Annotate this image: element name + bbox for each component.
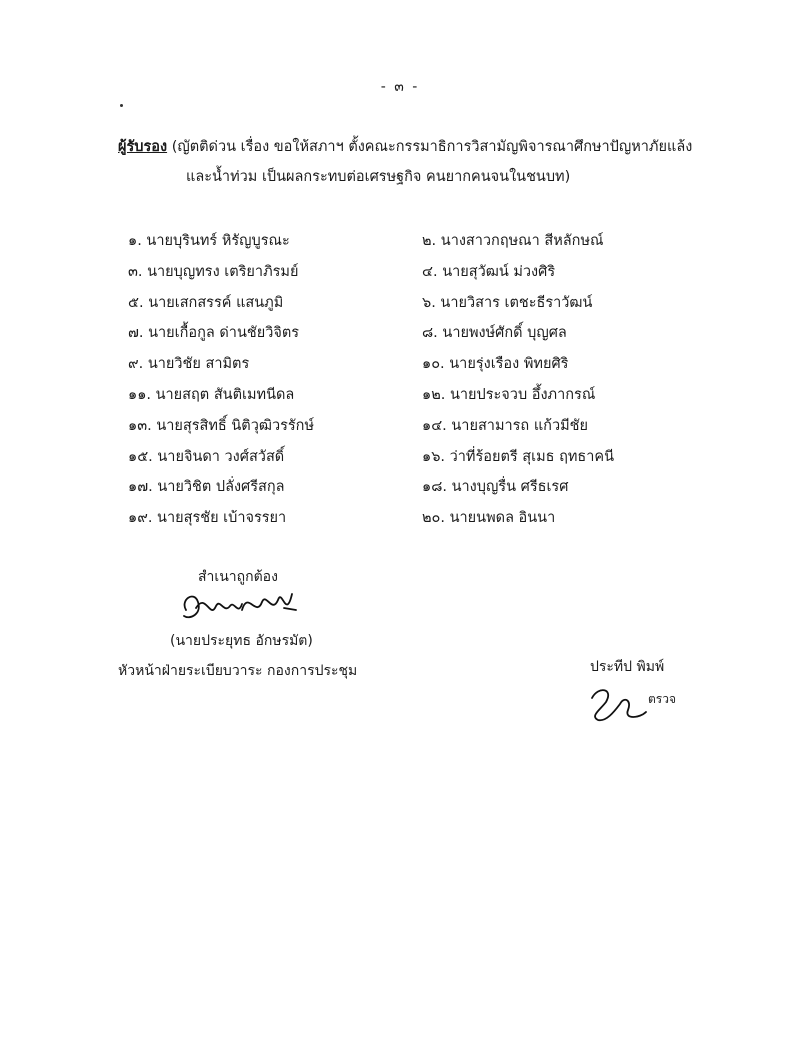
checked-label: ตรวจ [648,692,677,706]
signer-item: ๑. นายบุรินทร์ หิรัญบูรณะ [128,233,290,249]
signer-list-left [128,226,408,534]
heading [118,132,718,192]
signer-item: ๑๑. นายสฤต สันติเมทนีดล [128,386,295,403]
certify-text: สำเนาถูกต้อง [198,569,278,585]
signer-item: ๑๕. นายจินดา วงศ์สวัสดิ์ [128,448,285,465]
signer-item: ๑๙. นายสุรชัย เบ้าจรรยา [128,510,287,527]
page-number: - ๓ - [380,79,420,95]
heading-line-2: และน้ำท่วม เป็นผลกระทบต่อเศรษฐกิจ คนยากคนจนในชนบท) [186,169,571,185]
signer-item: ๑๒. นายประจวบ อึ้งภากรณ์ [422,386,596,403]
checker-signature [584,680,654,734]
signer-item: ๑๓. นายสุรสิทธิ์ นิติวุฒิวรรักษ์ [128,417,315,434]
signer-item: ๑๗. นายวิชิต ปลั่งศรีสกุล [128,479,285,496]
signer-item: ๕. นายเสกสรรค์ แสนภูมิ [128,294,284,311]
signer-item: ๑๘. นางบุญรื่น ศรีธเรศ [422,479,569,496]
heading-line-1: (ญัตติด่วน เรื่อง ขอให้สภาฯ ตั้งคณะกรรมาธิการวิสามัญพิจารณาศึกษาปัญหาภัยแล้ง [171,139,693,155]
signer-item: ๗. นายเกื้อกูล ด่านชัยวิจิตร [128,325,300,342]
heading-label: ผู้รับรอง [118,139,168,155]
certifier-title: หัวหน้าฝ่ายระเบียบวาระ กองการประชุม [118,663,358,679]
certifier-signature [176,580,306,634]
signer-item: ๘. นายพงษ์ศักดิ์ บุญศล [422,325,567,342]
signer-item: ๑๖. ว่าที่ร้อยตรี สุเมธ ฤทธาคนี [422,448,615,465]
signer-item: ๒. นางสาวกฤษณา สีหลักษณ์ [422,233,604,249]
certifier-name: (นายประยุทธ อักษรมัต) [170,633,313,649]
stray-mark [120,104,123,107]
signer-item: ๓. นายบุญทรง เตริยาภิรมย์ [128,263,299,280]
signer-item: ๑๐. นายรุ่งเรือง พิทยศิริ [422,356,569,373]
signer-list-right [422,226,712,534]
signer-item: ๙. นายวิชัย สามิตร [128,356,250,373]
signer-item: ๑๔. นายสามารถ แก้วมีชัย [422,417,588,434]
signer-item: ๔. นายสุวัฒน์ ม่วงศิริ [422,263,556,280]
signer-item: ๖. นายวิสาร เตชะธีราวัฒน์ [422,294,593,311]
signer-item: ๒๐. นายนพดล อินนา [422,510,556,527]
typist-name: ประทีป พิมพ์ [590,659,665,675]
